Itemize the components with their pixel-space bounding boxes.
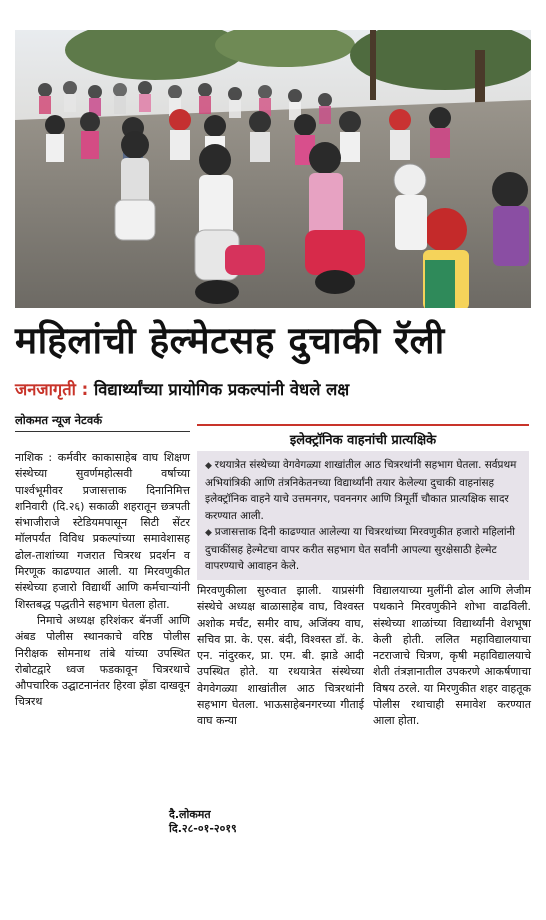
diamond-bullet-icon: ◆ — [205, 528, 215, 538]
article-paragraph: नाशिक : कर्मवीर काकासाहेब वाघ शिक्षण संस्थेच्या सुवर्णमहोत्सवी वर्षाच्या पार्श्वभूमीवर प्रजासत्ताक दिनानिमित्त शनिवारी (दि.२६) सकाळी शहरातून छत्रपती संभाजीराजे स्टेडियमपासून सिटी सेंटर मॉलपर्यंत विविध प्रकल्पांच्या समावेशासह ढोल-ताशांच्या गजरात चित्ररथ प्रदर्शन व मिरणूक काढण्यात आली. या मिरवणुकीत संस्थेच्या हजारो विद्यार्थी आणि कर्मचाऱ्यांनी शिस्तबद्ध पद्धतीने सहभाग घेतला होता. — [15, 451, 190, 611]
article-column-1 — [15, 450, 190, 711]
clip-top-edge — [0, 0, 546, 12]
source-paper: दै.लोकमत — [169, 808, 211, 821]
diamond-bullet-icon: ◆ — [205, 461, 215, 471]
sidebar-title: इलेक्ट्रॉनिक वाहनांची प्रात्यक्षिके — [289, 433, 437, 448]
source-credit — [169, 808, 237, 836]
news-photo-helmet-rally — [15, 30, 531, 308]
headline: महिलांची हेल्मेटसह दुचाकी रॅली — [15, 319, 445, 362]
sidebar-rule — [197, 424, 529, 426]
byline: लोकमत न्यूज नेटवर्क — [15, 413, 103, 427]
sidebar-point-text: प्रजासत्ताक दिनी काढण्यात आलेल्या या चित्ररथांच्या मिरवणुकीत हजारो महिलांनी दुचाकींसह हेल्मेटचा वापर करीत सहभाग घेत सर्वांनी आपल्या सुरक्षेसाठी हेल्मेट वापरण्याचे आवाहन केले. — [205, 526, 515, 572]
sidebar-point — [205, 524, 521, 575]
source-date: दि.२८-०१-२०१९ — [169, 822, 237, 835]
subheadline — [15, 377, 535, 400]
article-paragraph: निमाचे अध्यक्ष हरिशंकर बॅनर्जी आणि अंबड पोलीस स्थानकाचे वरिष्ठ पोलीस निरीक्षक सोमनाथ तांबे यांच्या उपस्थित रोबोटद्वारे ध्वज फडकावून चित्ररथाचे औपचारिक उद्घाटनानंतर हिरवा झेंडा दाखवून चित्ररथ — [15, 613, 190, 709]
article-column-2 — [197, 583, 364, 730]
article-paragraph: मिरवणुकीला सुरुवात झाली. याप्रसंगी संस्थेचे अध्यक्ष बाळासाहेब वाघ, विश्वस्त अशोक मर्चंट, समीर वाघ, अजिंक्य वाघ, सचिव प्रा. के. एस. बंदी, विश्वस्त डॉ. के. एन. नांदुरकर, प्रा. एम. बी. झाडे आदी उपस्थित होते. या रथयात्रेत संस्थेच्या वेगवेगळ्या शाखांतील आठ चित्ररथांनी सहभाग घेतला. भाऊसाहेबनगरच्या गीताई वाघ कन्या — [197, 584, 364, 728]
sidebar-point-text: रथयात्रेत संस्थेच्या वेगवेगळ्या शाखांतील आठ चित्ररथांनी सहभाग घेतला. सर्वप्रथम अभियांत्रिकी आणि तंत्रनिकेतनच्या विद्यार्थ्यांनी तयार केलेल्या दुचाकी वाहनांसह इलेक्ट्रॉनिक वाहने याचे उत्तमनगर, पवननगर आणि त्रिमूर्ती चौकात प्रात्यक्षिक सादर करण्यात आली. — [205, 459, 517, 522]
article-paragraph: विद्यालयाच्या मुलींनी ढोल आणि लेजीम पथकाने मिरवणुकीने शोभा वाढविली. संस्थेच्या शाळांच्या विद्यार्थ्यांनी वेशभूषा केली होती. ललित महाविद्यालयाचा नटराजाचे चित्रण, कृषी महाविद्यालयाचे शेती तंत्रज्ञानातील उपकरणे आकर्षणाचा विषय ठरले. या मिरणुकीत शहर वाहतूक पोलीस रथाचाही समावेश करण्यात आला होता. — [373, 584, 531, 728]
subheadline-tag: जनजागृती : — [15, 380, 89, 399]
sidebar-point — [205, 457, 521, 524]
subheadline-text: विद्यार्थ्यांच्या प्रायोगिक प्रकल्पांनी वेधले लक्ष — [93, 380, 350, 399]
rally-photo-illustration — [15, 30, 531, 308]
byline-rule — [15, 431, 190, 432]
sidebar-box — [197, 451, 529, 580]
article-column-3 — [373, 583, 531, 730]
